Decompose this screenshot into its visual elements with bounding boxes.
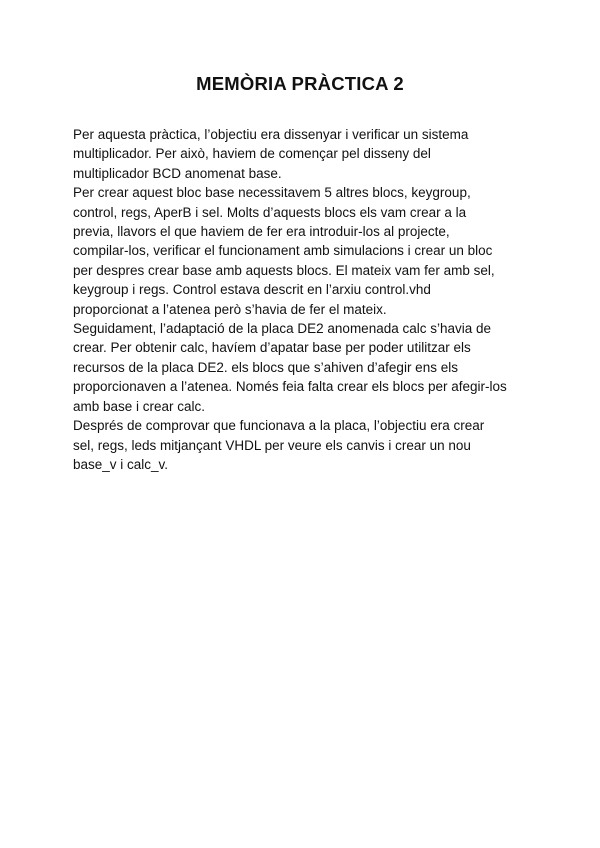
- text-line: base_v i calc_v.: [73, 456, 169, 472]
- text-line: previa, llavors el que haviem de fer era introduir-los al projecte,: [73, 224, 450, 240]
- text-line: keygroup i regs. Control estava descrit en l’arxiu control.vhd: [73, 282, 431, 298]
- document-title: MEMÒRIA PRÀCTICA 2: [196, 73, 404, 94]
- text-line: recursos de la placa DE2. els blocs que s’ahiven d’afegir ens els: [73, 359, 458, 375]
- text-line: Per crear aquest bloc base necessitavem 5 altres blocs, keygroup,: [73, 185, 471, 201]
- paragraph-3: [73, 319, 533, 416]
- text-line: proporcionat a l’atenea però s’havia de fer el mateix.: [73, 301, 387, 317]
- text-line: Seguidament, l’adaptació de la placa DE2 anomenada calc s’havia de: [73, 321, 492, 337]
- text-line: Per aquesta pràctica, l’objectiu era dissenyar i verificar un sistema: [73, 127, 469, 142]
- text-line: sel, regs, leds mitjançant VHDL per veure els canvis i crear un nou: [73, 437, 471, 453]
- text-line: crear. Per obtenir calc, havíem d’apatar base per poder utilitzar els: [73, 340, 471, 356]
- text-line: multiplicador. Per això, haviem de començar pel disseny del: [73, 146, 431, 162]
- paragraph-2: [73, 183, 533, 319]
- text-line: proporcionaven a l’atenea. Només feia falta crear els blocs per afegir-los: [73, 379, 507, 395]
- document-body: [73, 125, 533, 474]
- paragraph-4: [73, 416, 533, 474]
- text-line: compilar-los, verificar el funcionament amb simulacions i crear un bloc: [73, 243, 493, 259]
- text-line: control, regs, AperB i sel. Molts d’aquests blocs els vam crear a la: [73, 204, 467, 220]
- text-line: Després de comprovar que funcionava a la placa, l’objectiu era crear: [73, 418, 485, 434]
- text-line: per despres crear base amb aquests blocs. El mateix vam fer amb sel,: [73, 262, 495, 278]
- text-line: multiplicador BCD anomenat base.: [73, 165, 282, 181]
- paragraph-1: [73, 125, 533, 183]
- text-line: amb base i crear calc.: [73, 398, 206, 414]
